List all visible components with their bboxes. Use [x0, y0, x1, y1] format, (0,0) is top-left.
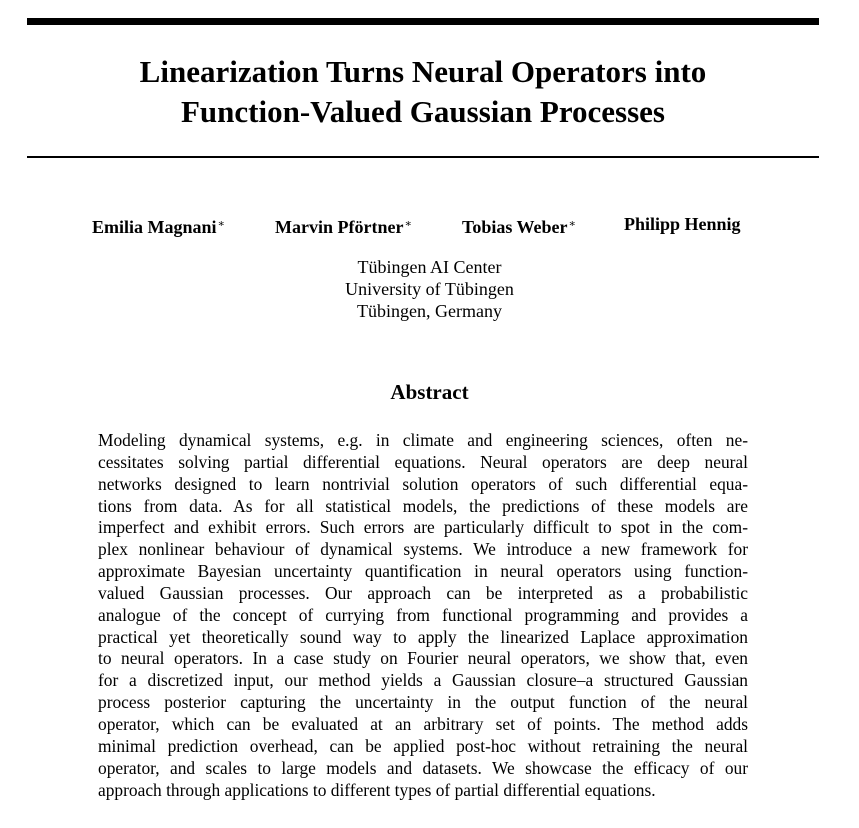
- equal-contribution-mark: ∗: [568, 218, 577, 230]
- abstract-line: approximate Bayesian uncertainty quantification in neural operators using function-: [98, 561, 748, 582]
- abstract-line: cessitates solving partial differential equations. Neural operators are deep neural: [98, 451, 748, 472]
- abstract-line: Modeling dynamical systems, e.g. in climate and engineering sciences, often ne-: [98, 430, 748, 450]
- equal-contribution-mark: ∗: [217, 218, 225, 230]
- abstract-line: tions from data. As for all statistical models, the predictions of these models are: [98, 495, 748, 516]
- paper-title-line-1: Linearization Turns Neural Operators into: [139, 54, 707, 89]
- title-bottom-rule: [27, 156, 819, 158]
- affiliation-line-2: University of Tübingen: [345, 279, 514, 299]
- author-list: [0, 212, 859, 238]
- abstract-line: operator, and scales to large models and datasets. We showcase the efficacy of our: [98, 757, 748, 778]
- abstract-line: plex nonlinear behaviour of dynamical systems. We introduce a new framework for: [98, 539, 748, 560]
- abstract-heading: Abstract: [390, 380, 469, 404]
- abstract-line: for a discretized input, our method yields a Gaussian closure–a structured Gaussian: [98, 670, 748, 691]
- author-marvin-pfortner: [275, 212, 412, 239]
- author-name: Tobias Weber: [462, 217, 568, 237]
- equal-contribution-mark: ∗: [404, 218, 412, 230]
- abstract-line: minimal prediction overhead, can be applied post-hoc without retraining the neural: [98, 735, 748, 756]
- affiliation-line-3: Tübingen, Germany: [357, 301, 502, 321]
- author-name: Marvin Pförtner: [275, 217, 404, 237]
- author-tobias-weber: [462, 212, 576, 239]
- author-name: Emilia Magnani: [92, 217, 217, 237]
- abstract-line: imperfect and exhibit errors. Such errors are particularly difficult to spot in the com-: [98, 517, 748, 538]
- abstract-line: approach through applications to different types of partial differential equations.: [98, 779, 656, 800]
- paper-title: [27, 52, 819, 132]
- abstract-body: [98, 430, 748, 801]
- author-name: Philipp Hennig: [624, 214, 741, 234]
- affiliation: [0, 256, 859, 322]
- abstract-line: analogue of the concept of currying from functional programming and provides a: [98, 604, 748, 625]
- abstract-line: practical yet theoretically sound way to apply the linearized Laplace approximation: [98, 626, 748, 647]
- paper-title-line-2: Function-Valued Gaussian Processes: [180, 94, 665, 129]
- abstract-line: process posterior capturing the uncertainty in the output function of the neural: [98, 692, 748, 713]
- author-emilia-magnani: [92, 212, 225, 239]
- abstract-line: networks designed to learn nontrivial solution operators of such differential equa-: [98, 473, 748, 494]
- abstract-line: operator, which can be evaluated at an arbitrary set of points. The method adds: [98, 713, 748, 734]
- abstract-line: to neural operators. In a case study on Fourier neural operators, we show that, even: [98, 648, 748, 669]
- title-top-rule: [27, 18, 819, 25]
- affiliation-line-1: Tübingen AI Center: [357, 257, 502, 277]
- abstract-line: valued Gaussian processes. Our approach can be interpreted as a probabilistic: [98, 582, 748, 603]
- author-philipp-hennig: [624, 212, 741, 236]
